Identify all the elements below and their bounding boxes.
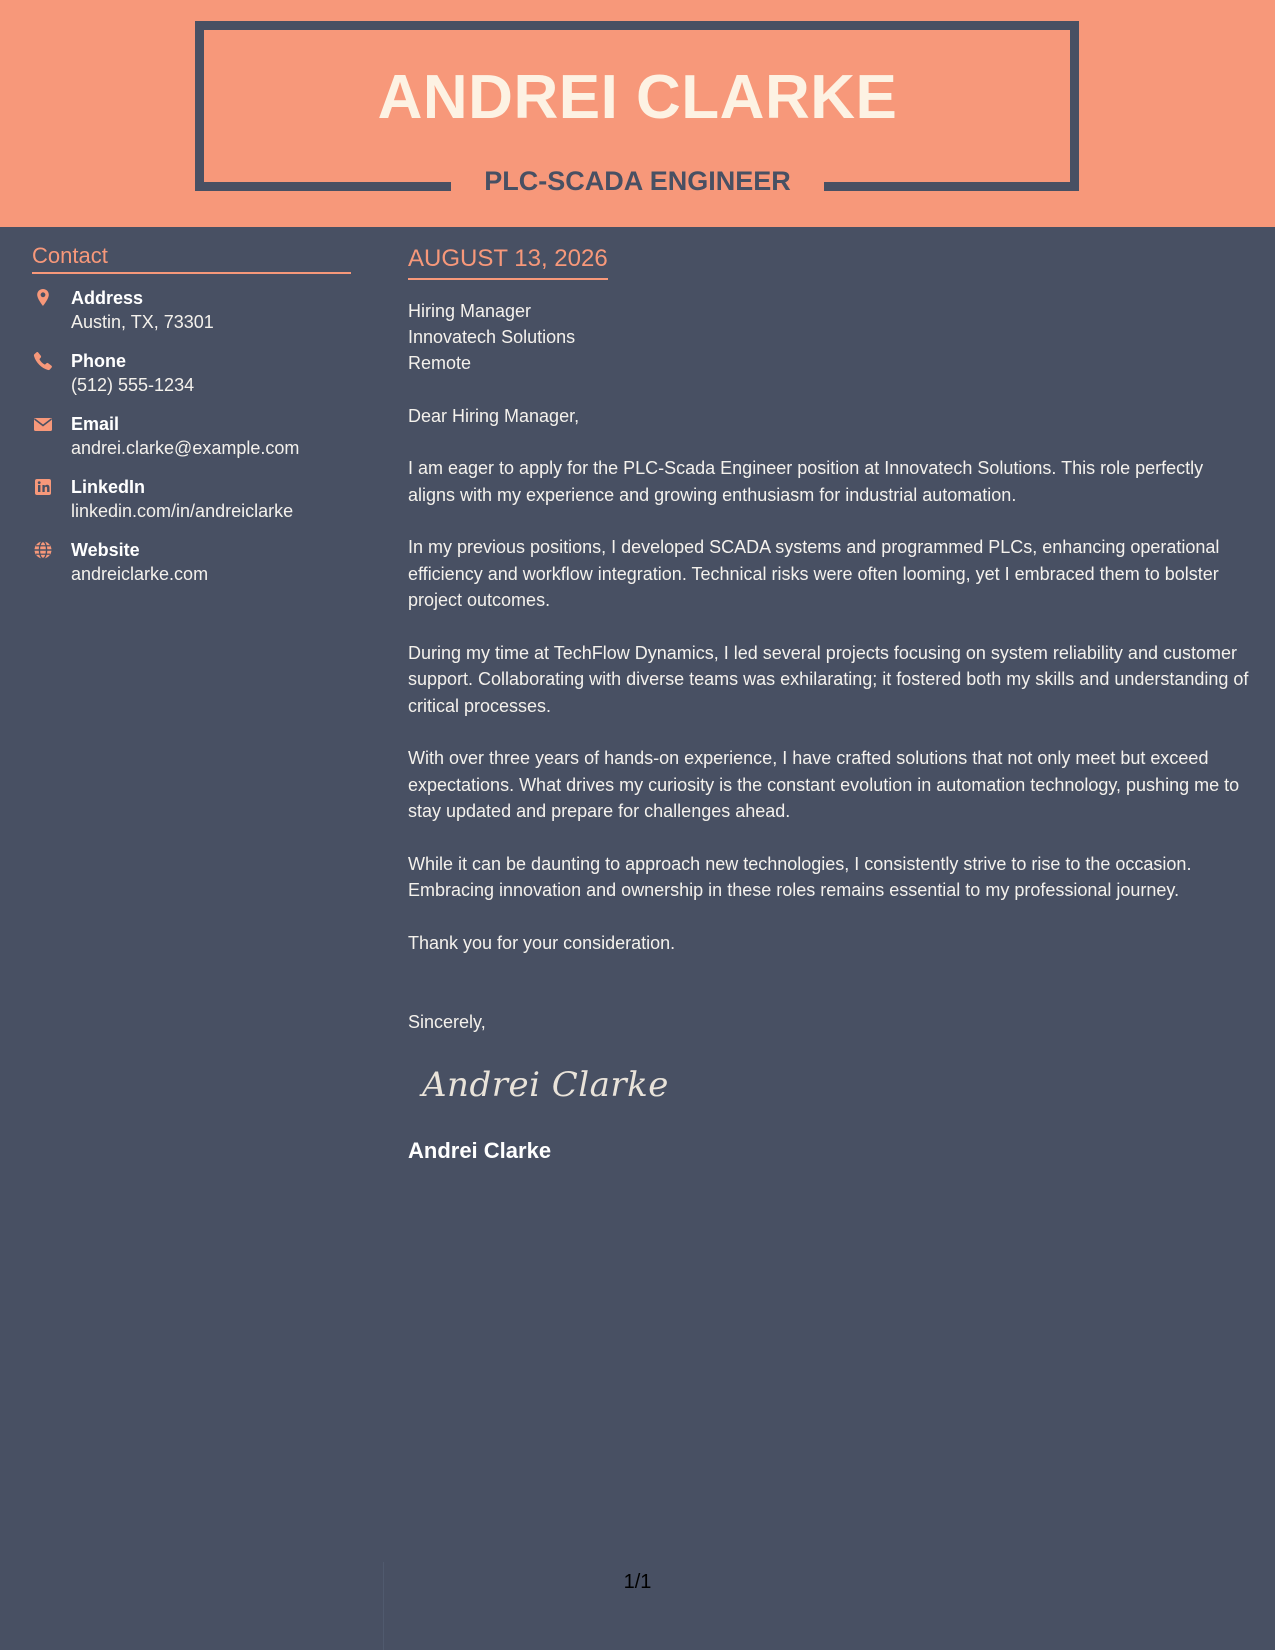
recipient-line: Innovatech Solutions xyxy=(408,327,576,347)
contact-value: (512) 555-1234 xyxy=(71,375,195,395)
contact-label: Phone xyxy=(71,351,127,371)
candidate-name: ANDREI CLARKE xyxy=(377,63,898,132)
letter-date: AUGUST 13, 2026 xyxy=(408,244,608,280)
contact-phone xyxy=(32,349,351,412)
envelope-icon xyxy=(32,413,54,435)
contact-linkedin xyxy=(32,475,351,538)
linkedin-icon xyxy=(32,476,54,498)
phone-icon xyxy=(32,350,54,372)
letter-paragraph: With over three years of hands-on experience, I have crafted solutions that not only meet but exceed expectations. What drives my curiosity is the constant evolution in automation technology, pushing me to stay updated and prepare for challenges ahead. xyxy=(408,748,1240,821)
letter-paragraph: During my time at TechFlow Dynamics, I led several projects focusing on system reliability and customer support. Collaborating with diverse teams was exhilarating; it fostered both my skills and understanding of critical processes. xyxy=(408,642,1249,716)
contact-heading: Contact xyxy=(32,242,351,274)
map-pin-icon xyxy=(32,287,54,309)
job-title: PLC-SCADA ENGINEER xyxy=(484,166,791,196)
contact-sidebar xyxy=(32,242,351,601)
contact-value: linkedin.com/in/andreiclarke xyxy=(71,501,294,521)
contact-label: Email xyxy=(71,414,120,434)
contact-value: Austin, TX, 73301 xyxy=(71,312,214,332)
globe-icon xyxy=(32,539,54,561)
letter-body xyxy=(408,244,1253,1165)
recipient-line: Hiring Manager xyxy=(408,301,532,321)
recipient-block xyxy=(408,298,1253,376)
contact-website xyxy=(32,538,351,601)
contact-value: andrei.clarke@example.com xyxy=(71,438,300,458)
header-band xyxy=(0,0,1275,227)
contact-label: Website xyxy=(71,540,140,560)
letter-paragraph: I am eager to apply for the PLC-Scada Engineer position at Innovatech Solutions. This role perfectly aligns with my experience and growing enthusiasm for industrial automation. xyxy=(408,458,1204,505)
letter-paragraph: While it can be daunting to approach new technologies, I consistently strive to rise to the occasion. Embracing innovation and ownership in these roles remains essential to my professional journey. xyxy=(408,853,1192,900)
contact-address xyxy=(32,286,351,349)
contact-value: andreiclarke.com xyxy=(71,564,209,584)
handwritten-signature: Andrei Clarke xyxy=(422,1065,669,1105)
letter-paragraph: In my previous positions, I developed SCADA systems and programmed PLCs, enhancing operational efficiency and workflow integration. Technical risks were often looming, yet I embraced them to bolster project outcomes. xyxy=(408,537,1220,610)
recipient-line: Remote xyxy=(408,353,472,373)
closing: Sincerely, xyxy=(408,1012,486,1032)
letter-paragraph: Thank you for your consideration. xyxy=(408,932,676,953)
contact-label: LinkedIn xyxy=(71,477,146,497)
signed-name: Andrei Clarke xyxy=(408,1138,552,1163)
page-number: 1/1 xyxy=(623,1571,652,1593)
contact-label: Address xyxy=(71,288,144,308)
salutation: Dear Hiring Manager, xyxy=(408,406,580,426)
contact-email xyxy=(32,412,351,475)
